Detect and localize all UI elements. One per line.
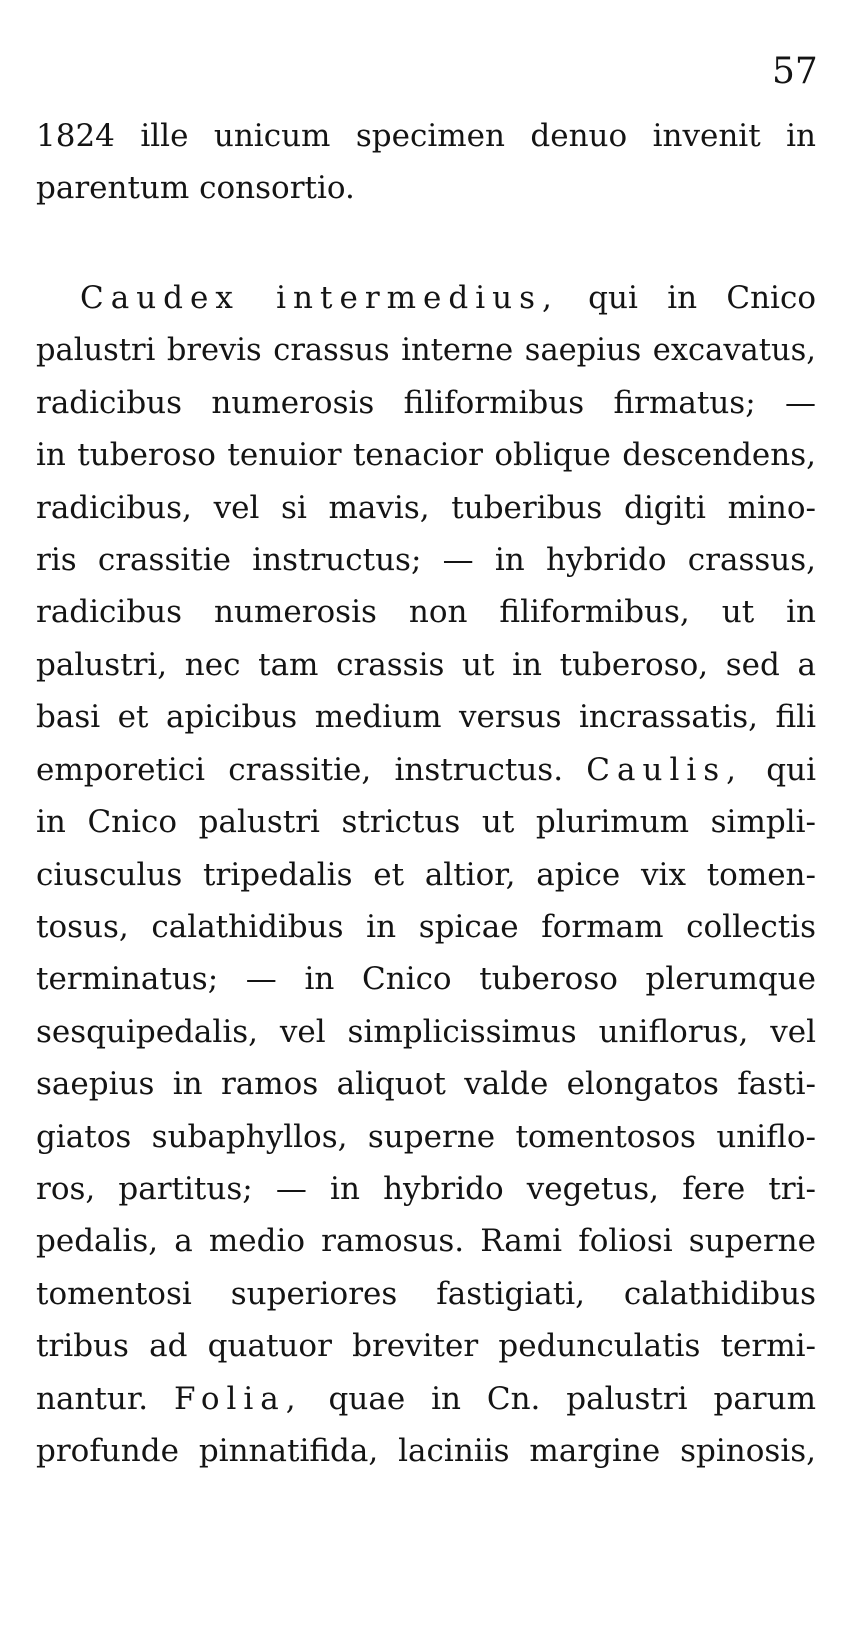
spaced-term-folia: Folia,	[174, 1381, 303, 1417]
text-line: ros, partitus; — in hybrido vegetus, fere tri-	[36, 1171, 816, 1207]
text-line: ris crassitie instructus; — in hybrido crassus,	[36, 542, 816, 578]
text-line: terminatus; — in Cnico tuberoso plerumque	[36, 961, 816, 997]
text-line: tribus ad quatuor breviter pedunculatis termi-	[36, 1328, 816, 1364]
text-span: quae in Cn. palustri parum	[302, 1381, 816, 1417]
text-span: nantur.	[36, 1381, 174, 1417]
text-line: giatos subaphyllos, superne tomentosos uniflo-	[36, 1119, 816, 1155]
text-line: parentum consortio.	[36, 170, 355, 206]
text-line: tomentosi superiores fastigiati, calathidibus	[36, 1276, 816, 1312]
page-number: 57	[772, 51, 818, 92]
text-line: profunde pinnatifida, laciniis margine spinosis,	[36, 1433, 816, 1469]
text-span: qui in Cnico	[558, 280, 816, 316]
text-line: sesquipedalis, vel simplicissimus uniflorus, vel	[36, 1014, 816, 1050]
text-line: basi et apicibus medium versus incrassatis, fili	[36, 699, 816, 735]
text-line: in Cnico palustri strictus ut plurimum simpli-	[36, 804, 816, 840]
text-line: radicibus numerosis non filiformibus, ut in	[36, 594, 816, 630]
text-line: palustri brevis crassus interne saepius excavatus,	[36, 333, 816, 368]
text-line: saepius in ramos aliquot valde elongatos fasti-	[36, 1066, 816, 1102]
text-span: qui	[743, 752, 816, 788]
text-line	[36, 752, 816, 788]
text-line	[36, 1381, 816, 1417]
text-line: ciusculus tripedalis et altior, apice vix tomen-	[36, 857, 816, 893]
text-line: 1824 ille unicum specimen denuo invenit in	[36, 118, 816, 154]
text-line: palustri, nec tam crassis ut in tuberoso, sed a	[36, 647, 816, 683]
text-line: radicibus numerosis filiformibus firmatus; —	[36, 385, 816, 421]
text-span: emporetici crassitie, instructus.	[36, 752, 587, 788]
text-line: radicibus, vel si mavis, tuberibus digiti mino-	[36, 490, 816, 526]
text-line: in tuberoso tenuior tenacior oblique descendens,	[36, 437, 816, 473]
text-line: pedalis, a medio ramosus. Rami foliosi superne	[36, 1223, 816, 1259]
spaced-term-caudex: Caudex intermedius,	[80, 280, 559, 316]
text-line	[80, 280, 816, 316]
text-line: tosus, calathidibus in spicae formam collectis	[36, 909, 816, 945]
spaced-term-caulis: Caulis,	[586, 752, 744, 788]
